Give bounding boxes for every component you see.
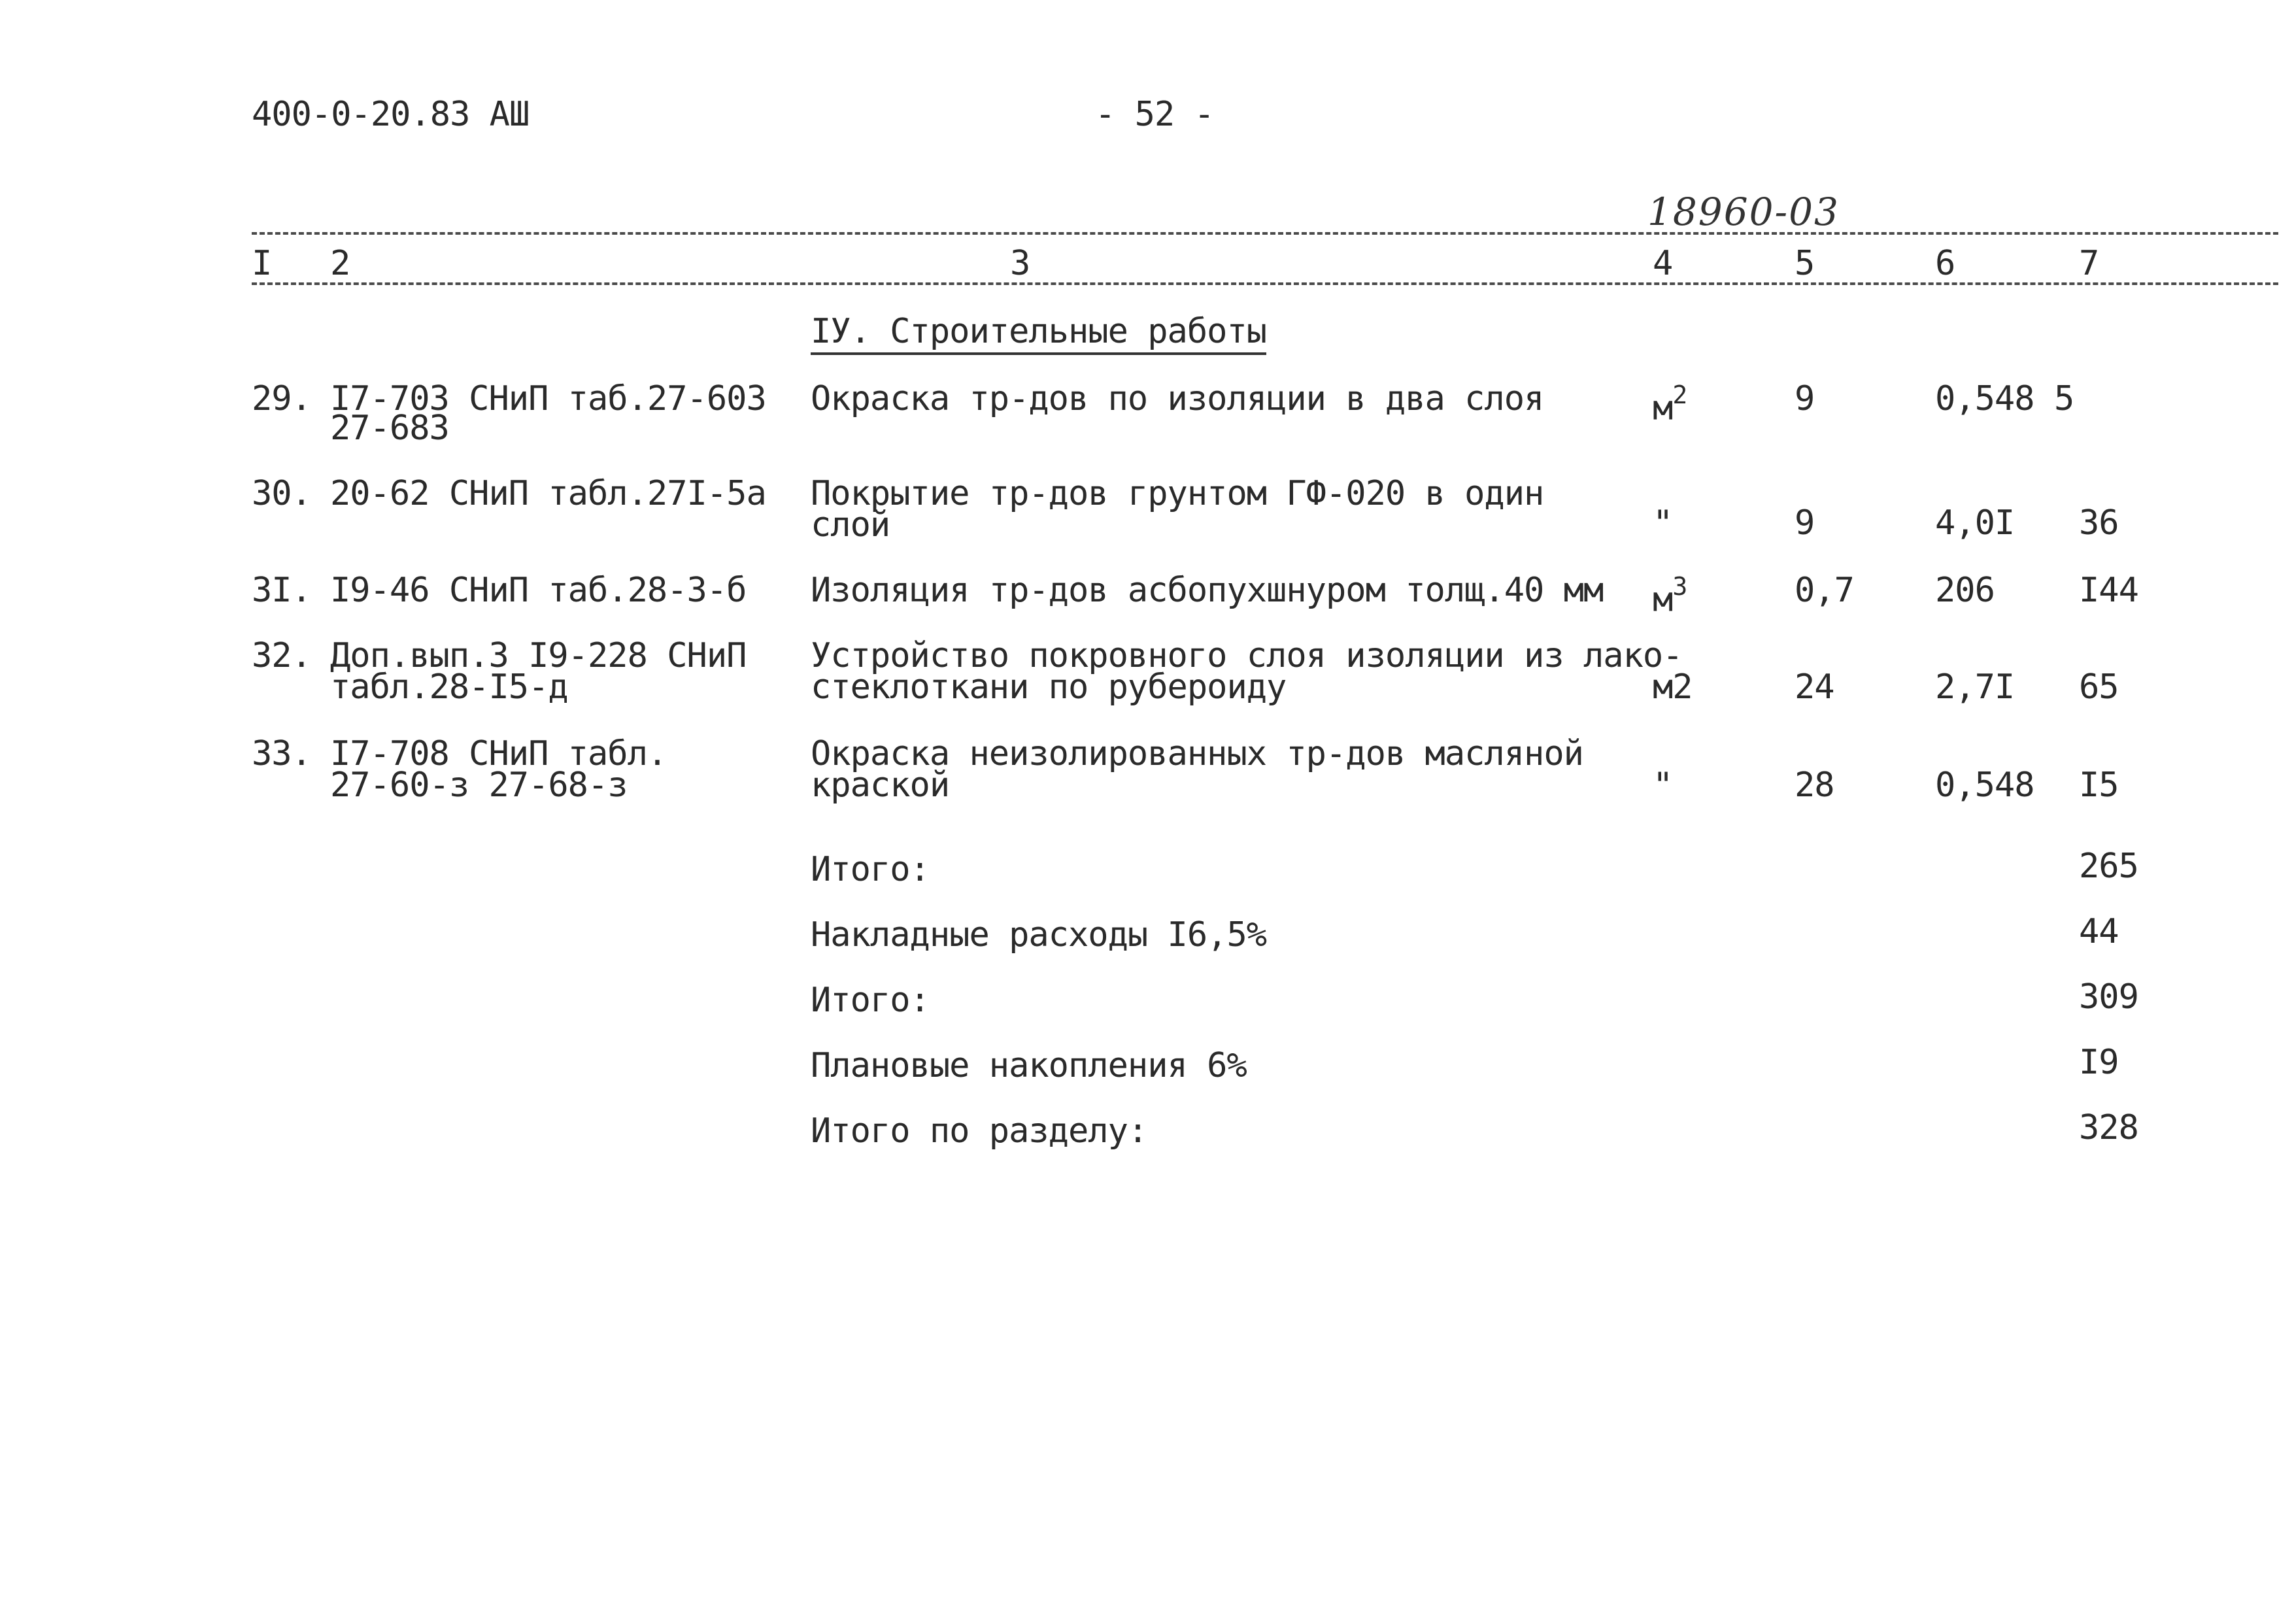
row-total: I44 <box>2079 571 2138 610</box>
row-reference: 20-62 СНиП табл.27I-5а <box>330 474 766 513</box>
row-quantity: 9 <box>1795 379 1815 418</box>
row-reference: Доп.вып.3 I9-228 СНиП <box>330 636 747 675</box>
row-number: 29. <box>252 379 311 418</box>
row-total: 65 <box>2079 668 2119 707</box>
row-unit-price: 206 <box>1935 571 1995 610</box>
row-description: Окраска тр-дов по изоляции в два слоя <box>811 379 1544 418</box>
row-reference-cont: 27-60-з 27-68-з <box>330 766 628 805</box>
subtotal-value: 309 <box>2079 977 2138 1017</box>
column-header-2: 2 <box>330 244 350 283</box>
document-code: 400-0-20.83 АШ <box>252 95 530 134</box>
column-header-5: 5 <box>1795 244 1815 283</box>
row-quantity: 24 <box>1795 668 1834 707</box>
row-description: Покрытие тр-дов грунтом ГФ-020 в один <box>811 474 1544 513</box>
column-header-7: 7 <box>2079 244 2099 283</box>
planned-savings-label: Плановые накопления 6% <box>811 1046 1247 1085</box>
row-reference: I7-708 СНиП табл. <box>330 734 667 773</box>
row-number: 32. <box>252 636 311 675</box>
row-description-cont: краской <box>811 766 950 805</box>
row-number: 3I. <box>252 571 311 610</box>
row-unit-price: 0,548 <box>1935 766 2034 805</box>
section-total-label: Итого по разделу: <box>811 1111 1148 1151</box>
planned-savings-value: I9 <box>2079 1043 2119 1082</box>
row-number: 30. <box>252 474 311 513</box>
column-header-4: 4 <box>1653 244 1673 283</box>
handwritten-number: 18960-03 <box>1647 190 1840 234</box>
row-unit-price: 2,7I <box>1935 668 2015 707</box>
row-description: Устройство покровного слоя изоляции из лако- <box>811 636 1683 675</box>
total-label: Итого: <box>811 850 930 889</box>
row-reference-cont: табл.28-I5-д <box>330 668 568 707</box>
row-unit-price: 0,548 <box>1935 379 2034 418</box>
overhead-label: Накладные расходы I6,5% <box>811 915 1267 955</box>
row-unit-price: 4,0I <box>1935 503 2015 543</box>
section-total-value: 328 <box>2079 1108 2138 1147</box>
row-total: 5 <box>2054 379 2074 418</box>
row-quantity: 9 <box>1795 503 1815 543</box>
subtotal-label: Итого: <box>811 981 930 1020</box>
overhead-value: 44 <box>2079 912 2119 951</box>
column-header-6: 6 <box>1935 244 1955 283</box>
row-unit: " <box>1653 766 1673 805</box>
row-reference: I7-703 СНиП таб.27-603 <box>330 379 766 418</box>
row-description: Изоляция тр-дов асбопухшнуром толщ.40 мм <box>811 571 1604 610</box>
total-value: 265 <box>2079 847 2138 886</box>
column-header-1: I <box>252 244 272 283</box>
row-description-cont: слой <box>811 505 890 545</box>
row-reference: I9-46 СНиП таб.28-3-б <box>330 571 747 610</box>
column-header-3: 3 <box>1010 244 1030 283</box>
header-top-rule <box>252 232 2278 235</box>
row-unit: $м^2$ <box>1653 381 1687 428</box>
row-quantity: 28 <box>1795 766 1834 805</box>
row-total: 36 <box>2079 503 2119 543</box>
header-bottom-rule <box>252 282 2278 285</box>
row-description: Окраска неизолированных тр-дов масляной <box>811 734 1583 773</box>
row-unit: " <box>1653 503 1673 543</box>
row-description-cont: стеклоткани по рубероиду <box>811 668 1287 707</box>
row-quantity: 0,7 <box>1795 571 1854 610</box>
row-unit: м2 <box>1653 668 1693 707</box>
row-number: 33. <box>252 734 311 773</box>
row-reference-cont: 27-683 <box>330 409 449 448</box>
row-total: I5 <box>2079 766 2119 805</box>
page-number: - 52 - <box>1095 95 1214 134</box>
section-title: IУ. Строительные работы <box>811 315 1266 348</box>
row-unit: $м^3$ <box>1653 572 1687 620</box>
